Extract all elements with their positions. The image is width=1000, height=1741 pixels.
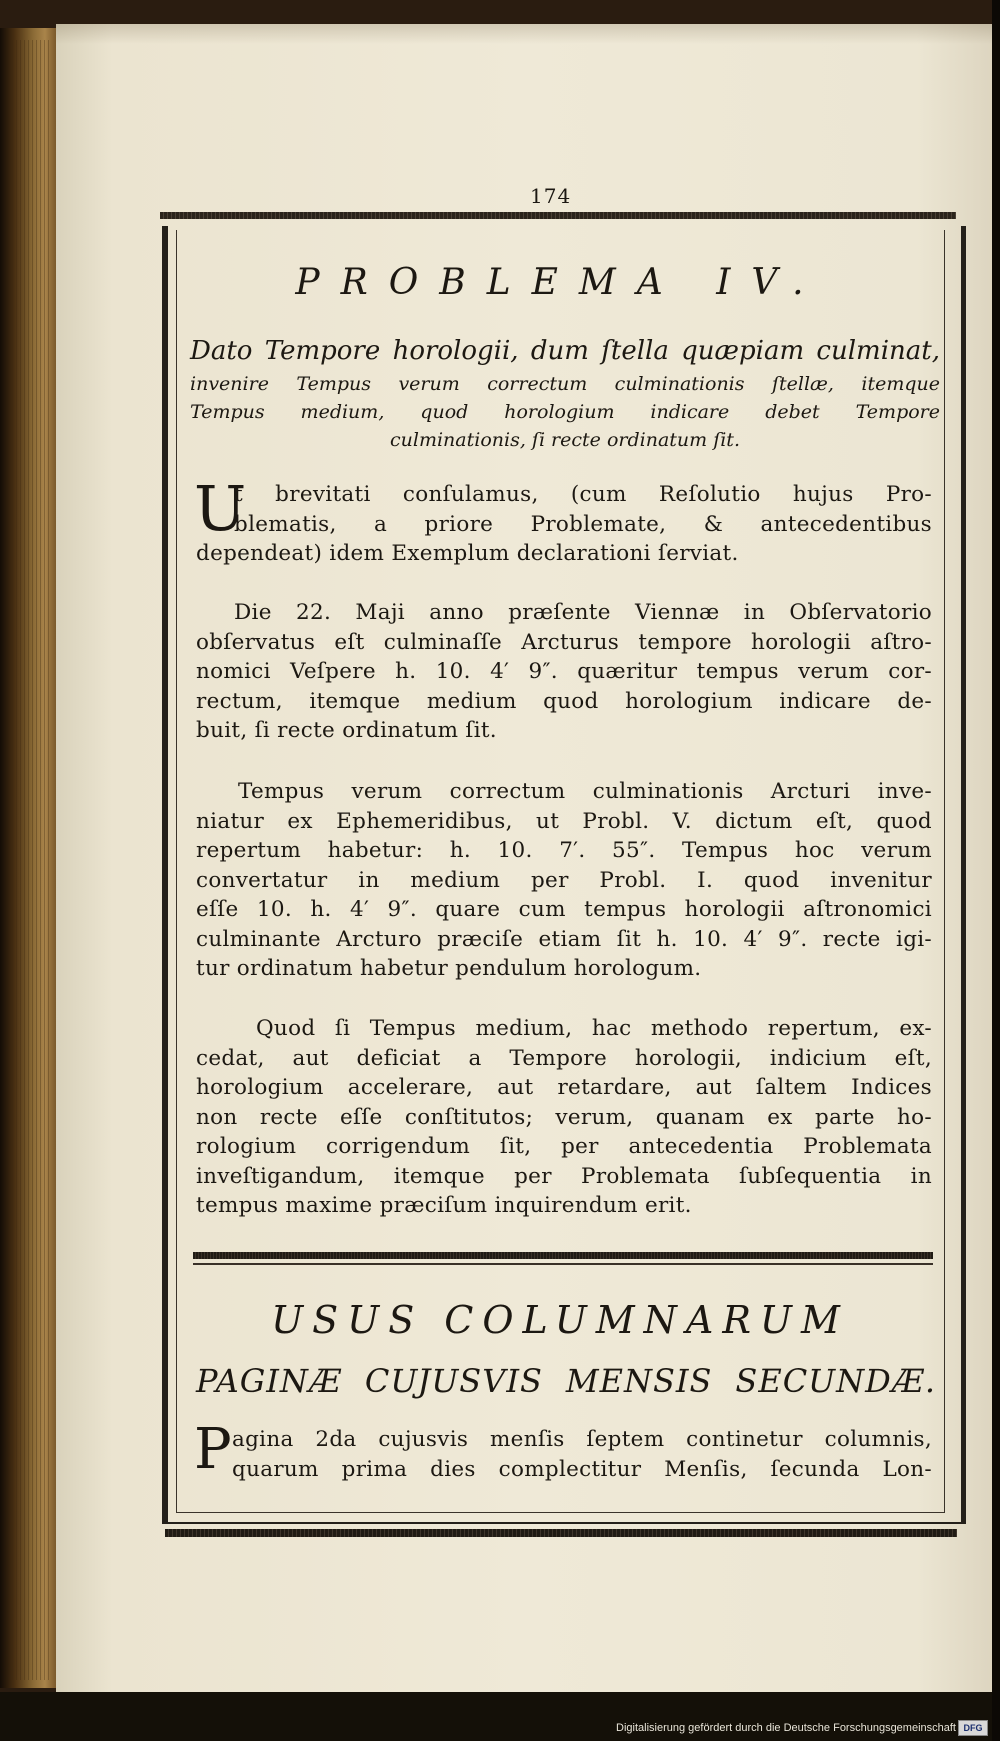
- text-line: inveſtigandum, itemque per Problemata ſubſequentia in: [196, 1163, 932, 1189]
- paragraph-4: [196, 1014, 932, 1221]
- section-subtitle: PAGINÆ CUJUSVIS MENSIS SECUNDÆ.: [196, 1362, 936, 1400]
- paragraph-2: [196, 598, 932, 746]
- problem-heading: PROBLEMA IV.: [295, 262, 825, 303]
- text-line: non recte eſſe conſtitutos; verum, quanam ex parte ho-: [196, 1104, 932, 1130]
- section-separator-thin: [193, 1263, 933, 1265]
- paragraph-5: [232, 1425, 932, 1484]
- text-line: horologium accelerare, aut retardare, aut ſaltem Indices: [196, 1075, 932, 1100]
- bottom-rule: [165, 1529, 957, 1537]
- problem-statement: [190, 332, 940, 454]
- text-line: eſſe 10. h. 4′ 9″. quare cum tempus horologii aſtronomici: [196, 897, 932, 922]
- problem-statement-line: culminationis, ſi recte ordinatum ſit.: [390, 429, 740, 451]
- paragraph-1: [196, 480, 932, 569]
- text-line: t brevitati conſulamus, (cum Reſolutio hujus Pro-: [234, 482, 932, 507]
- text-line: Tempus verum correctum culminationis Arcturi inve-: [238, 779, 932, 804]
- book-edge-pages: [12, 40, 52, 1680]
- text-line: Quod ſi Tempus medium, hac methodo repertum, ex-: [256, 1016, 932, 1041]
- text-line: buit, ſi recte ordinatum ſit.: [196, 718, 497, 743]
- text-line: dependeat) idem Exemplum declarationi ſerviat.: [196, 541, 739, 566]
- problem-statement-line: Dato Tempore horologii, dum ſtella quæpiam culminat,: [190, 336, 940, 366]
- scan-right-margin: [992, 0, 1000, 1741]
- paragraph-3: [196, 777, 932, 984]
- text-line: tur ordinatum habetur pendulum horologum.: [196, 956, 702, 981]
- drop-cap: P: [194, 1417, 232, 1482]
- text-line: nomici Veſpere h. 10. 4′ 9″. quæritur tempus verum cor-: [196, 659, 932, 684]
- page-shadow: [56, 24, 992, 44]
- text-line: rectum, itemque medium quod horologium indicare de-: [196, 688, 932, 714]
- top-rule: [160, 212, 956, 219]
- digitization-credit: Digitalisierung gefördert durch die Deutsche Forschungsgemeinschaft: [616, 1722, 956, 1734]
- problem-statement-line: invenire Tempus verum correctum culminationis ſtellæ, itemque: [190, 373, 940, 395]
- text-line: blematis, a priore Problemate, & antecedentibus: [234, 511, 932, 537]
- text-line: niatur ex Ephemeridibus, ut Probl. V. dictum eſt, quod: [196, 808, 932, 834]
- section-title: USUS COLUMNARUM: [271, 1298, 849, 1342]
- page-number: 174: [530, 184, 572, 208]
- text-line: convertatur in medium per Probl. I. quod invenitur: [196, 867, 932, 893]
- section-separator: [193, 1252, 933, 1259]
- text-line: obſervatus eſt culminaſſe Arcturus tempore horologii aſtro-: [196, 629, 932, 655]
- text-line: cedat, aut deficiat a Tempore horologii, indicium eſt,: [196, 1045, 932, 1071]
- dfg-logo: DFG: [958, 1720, 988, 1736]
- text-line: Die 22. Maji anno præſente Viennæ in Obſervatorio: [234, 600, 932, 625]
- text-line: repertum habetur: h. 10. 7′. 55″. Tempus hoc verum: [196, 838, 932, 863]
- drop-cap: U: [194, 472, 247, 545]
- text-line: agina 2da cujusvis menſis ſeptem continetur columnis,: [232, 1427, 932, 1452]
- text-line: rologium corrigendum ſit, per antecedentia Problemata: [196, 1134, 932, 1159]
- text-line: culminante Arcturo præciſe etiam ſit h. 10. 4′ 9″. recte igi-: [196, 926, 932, 952]
- text-line: tempus maxime præciſum inquirendum erit.: [196, 1193, 692, 1218]
- problem-statement-line: Tempus medium, quod horologium indicare debet Tempore: [190, 401, 940, 423]
- text-line: quarum prima dies complectitur Menſis, ſecunda Lon-: [232, 1456, 932, 1482]
